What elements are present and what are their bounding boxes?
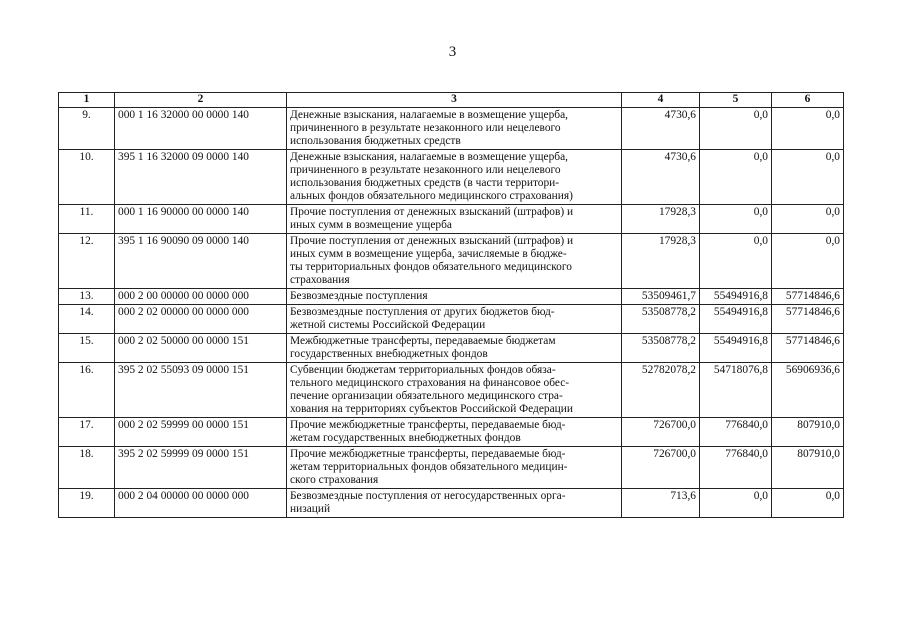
- revenue-name-line: альных фондов обязательного медицинского страхования): [290, 190, 573, 202]
- amount-col-4: 4730,6: [622, 150, 700, 205]
- row-number: 14.: [59, 305, 115, 334]
- amount-col-6: 0,0: [772, 489, 844, 518]
- revenue-name-line: ты территориальных фондов обязательного медицинского: [290, 261, 572, 273]
- revenue-name-line: Денежные взыскания, налагаемые в возмещение ущерба,: [290, 151, 568, 163]
- amount-col-6: 57714846,6: [772, 305, 844, 334]
- revenue-name-line: жетам государственных внебюджетных фондов: [290, 432, 521, 444]
- amount-col-5: 55494916,8: [700, 289, 772, 305]
- revenue-name-line: Прочие поступления от денежных взысканий (штрафов) и: [290, 206, 574, 218]
- amount-col-5: 0,0: [700, 489, 772, 518]
- revenue-name-line: Межбюджетные трансферты, передаваемые бюджетам: [290, 335, 556, 347]
- header-col-1: 1: [59, 93, 115, 108]
- table-row: [59, 305, 844, 334]
- table-row: [59, 363, 844, 418]
- revenue-name: [287, 305, 622, 334]
- amount-col-6: 57714846,6: [772, 289, 844, 305]
- amount-col-4: 17928,3: [622, 205, 700, 234]
- amount-col-5: 0,0: [700, 150, 772, 205]
- amount-col-5: 776840,0: [700, 418, 772, 447]
- amount-col-5: 776840,0: [700, 447, 772, 489]
- amount-col-4: 53508778,2: [622, 334, 700, 363]
- header-col-4: 4: [622, 93, 700, 108]
- table-row: [59, 205, 844, 234]
- revenue-name: [287, 418, 622, 447]
- revenue-name-line: причиненного в результате незаконного или нецелевого: [290, 164, 561, 176]
- revenue-name-line: Прочие межбюджетные трансферты, передаваемые бюд-: [290, 419, 566, 431]
- amount-col-4: 53509461,7: [622, 289, 700, 305]
- budget-code: 395 2 02 59999 09 0000 151: [115, 447, 287, 489]
- budget-code: 000 2 02 59999 00 0000 151: [115, 418, 287, 447]
- revenue-name-line: иных сумм в возмещение ущерба: [290, 219, 452, 231]
- revenue-name-line: Прочие межбюджетные трансферты, передаваемые бюд-: [290, 448, 566, 460]
- revenue-name-line: ского страхования: [290, 474, 379, 486]
- revenue-name: [287, 363, 622, 418]
- row-number: 17.: [59, 418, 115, 447]
- header-col-2: 2: [115, 93, 287, 108]
- header-col-6: 6: [772, 93, 844, 108]
- amount-col-5: 55494916,8: [700, 305, 772, 334]
- revenue-name-line: причиненного в результате незаконного или нецелевого: [290, 122, 561, 134]
- row-number: 12.: [59, 234, 115, 289]
- amount-col-5: 0,0: [700, 234, 772, 289]
- row-number: 9.: [59, 108, 115, 150]
- revenue-name: [287, 205, 622, 234]
- revenue-name: [287, 108, 622, 150]
- revenue-name-line: Прочие поступления от денежных взысканий (штрафов) и: [290, 235, 574, 247]
- budget-code: 000 2 02 00000 00 0000 000: [115, 305, 287, 334]
- row-number: 16.: [59, 363, 115, 418]
- amount-col-6: 807910,0: [772, 418, 844, 447]
- revenue-name-line: Безвозмездные поступления: [290, 290, 428, 302]
- revenue-name-line: использования бюджетных средств (в части территори-: [290, 177, 560, 189]
- amount-col-6: 0,0: [772, 108, 844, 150]
- table-body: [59, 108, 844, 518]
- amount-col-4: 713,6: [622, 489, 700, 518]
- revenue-name: [287, 150, 622, 205]
- row-number: 19.: [59, 489, 115, 518]
- budget-code: 000 2 02 50000 00 0000 151: [115, 334, 287, 363]
- amount-col-6: 807910,0: [772, 447, 844, 489]
- row-number: 15.: [59, 334, 115, 363]
- revenue-name: [287, 447, 622, 489]
- budget-code: 000 2 04 00000 00 0000 000: [115, 489, 287, 518]
- amount-col-4: 726700,0: [622, 418, 700, 447]
- budget-revenue-table: [58, 92, 844, 518]
- amount-col-5: 0,0: [700, 205, 772, 234]
- revenue-name-line: Безвозмездные поступления от других бюджетов бюд-: [290, 306, 555, 318]
- revenue-name-line: Субвенции бюджетам территориальных фондов обяза-: [290, 364, 556, 376]
- revenue-name: [287, 489, 622, 518]
- budget-code: 395 1 16 90090 09 0000 140: [115, 234, 287, 289]
- amount-col-6: 0,0: [772, 150, 844, 205]
- budget-code: 000 2 00 00000 00 0000 000: [115, 289, 287, 305]
- budget-code: 395 1 16 32000 09 0000 140: [115, 150, 287, 205]
- page-number: 3: [448, 44, 457, 60]
- amount-col-4: 17928,3: [622, 234, 700, 289]
- revenue-name-line: Денежные взыскания, налагаемые в возмещение ущерба,: [290, 109, 568, 121]
- table-row: [59, 234, 844, 289]
- amount-col-5: 54718076,8: [700, 363, 772, 418]
- table-header-row: [59, 93, 844, 108]
- revenue-name-line: страхования: [290, 274, 350, 286]
- amount-col-4: 4730,6: [622, 108, 700, 150]
- table-row: [59, 108, 844, 150]
- table-row: [59, 418, 844, 447]
- revenue-name-line: жетам территориальных фондов обязательного медицин-: [290, 461, 568, 473]
- amount-col-6: 57714846,6: [772, 334, 844, 363]
- amount-col-5: 0,0: [700, 108, 772, 150]
- amount-col-4: 52782078,2: [622, 363, 700, 418]
- revenue-name-line: тельного медицинского страхования на финансовое обес-: [290, 377, 570, 389]
- budget-code: 395 2 02 55093 09 0000 151: [115, 363, 287, 418]
- table-row: [59, 334, 844, 363]
- revenue-name: [287, 334, 622, 363]
- row-number: 18.: [59, 447, 115, 489]
- budget-code: 000 1 16 32000 00 0000 140: [115, 108, 287, 150]
- table-row: [59, 150, 844, 205]
- row-number: 10.: [59, 150, 115, 205]
- revenue-name-line: Безвозмездные поступления от негосударственных орга-: [290, 490, 566, 502]
- amount-col-6: 0,0: [772, 205, 844, 234]
- revenue-name-line: иных сумм в возмещение ущерба, зачисляемые в бюдже-: [290, 248, 567, 260]
- amount-col-6: 0,0: [772, 234, 844, 289]
- header-col-3: 3: [287, 93, 622, 108]
- revenue-name-line: хования на территориях субъектов Российской Федерации: [290, 403, 573, 415]
- amount-col-5: 55494916,8: [700, 334, 772, 363]
- amount-col-4: 53508778,2: [622, 305, 700, 334]
- row-number: 13.: [59, 289, 115, 305]
- revenue-name: [287, 289, 622, 305]
- revenue-name-line: низаций: [290, 503, 331, 515]
- amount-col-6: 56906936,6: [772, 363, 844, 418]
- revenue-name-line: использования бюджетных средств: [290, 135, 461, 147]
- amount-col-4: 726700,0: [622, 447, 700, 489]
- budget-code: 000 1 16 90000 00 0000 140: [115, 205, 287, 234]
- table-row: [59, 447, 844, 489]
- revenue-name: [287, 234, 622, 289]
- row-number: 11.: [59, 205, 115, 234]
- header-col-5: 5: [700, 93, 772, 108]
- revenue-name-line: жетной системы Российской Федерации: [290, 319, 486, 331]
- table-row: [59, 289, 844, 305]
- table-row: [59, 489, 844, 518]
- revenue-name-line: печение организации обязательного медицинского стра-: [290, 390, 563, 402]
- revenue-name-line: государственных внебюджетных фондов: [290, 348, 488, 360]
